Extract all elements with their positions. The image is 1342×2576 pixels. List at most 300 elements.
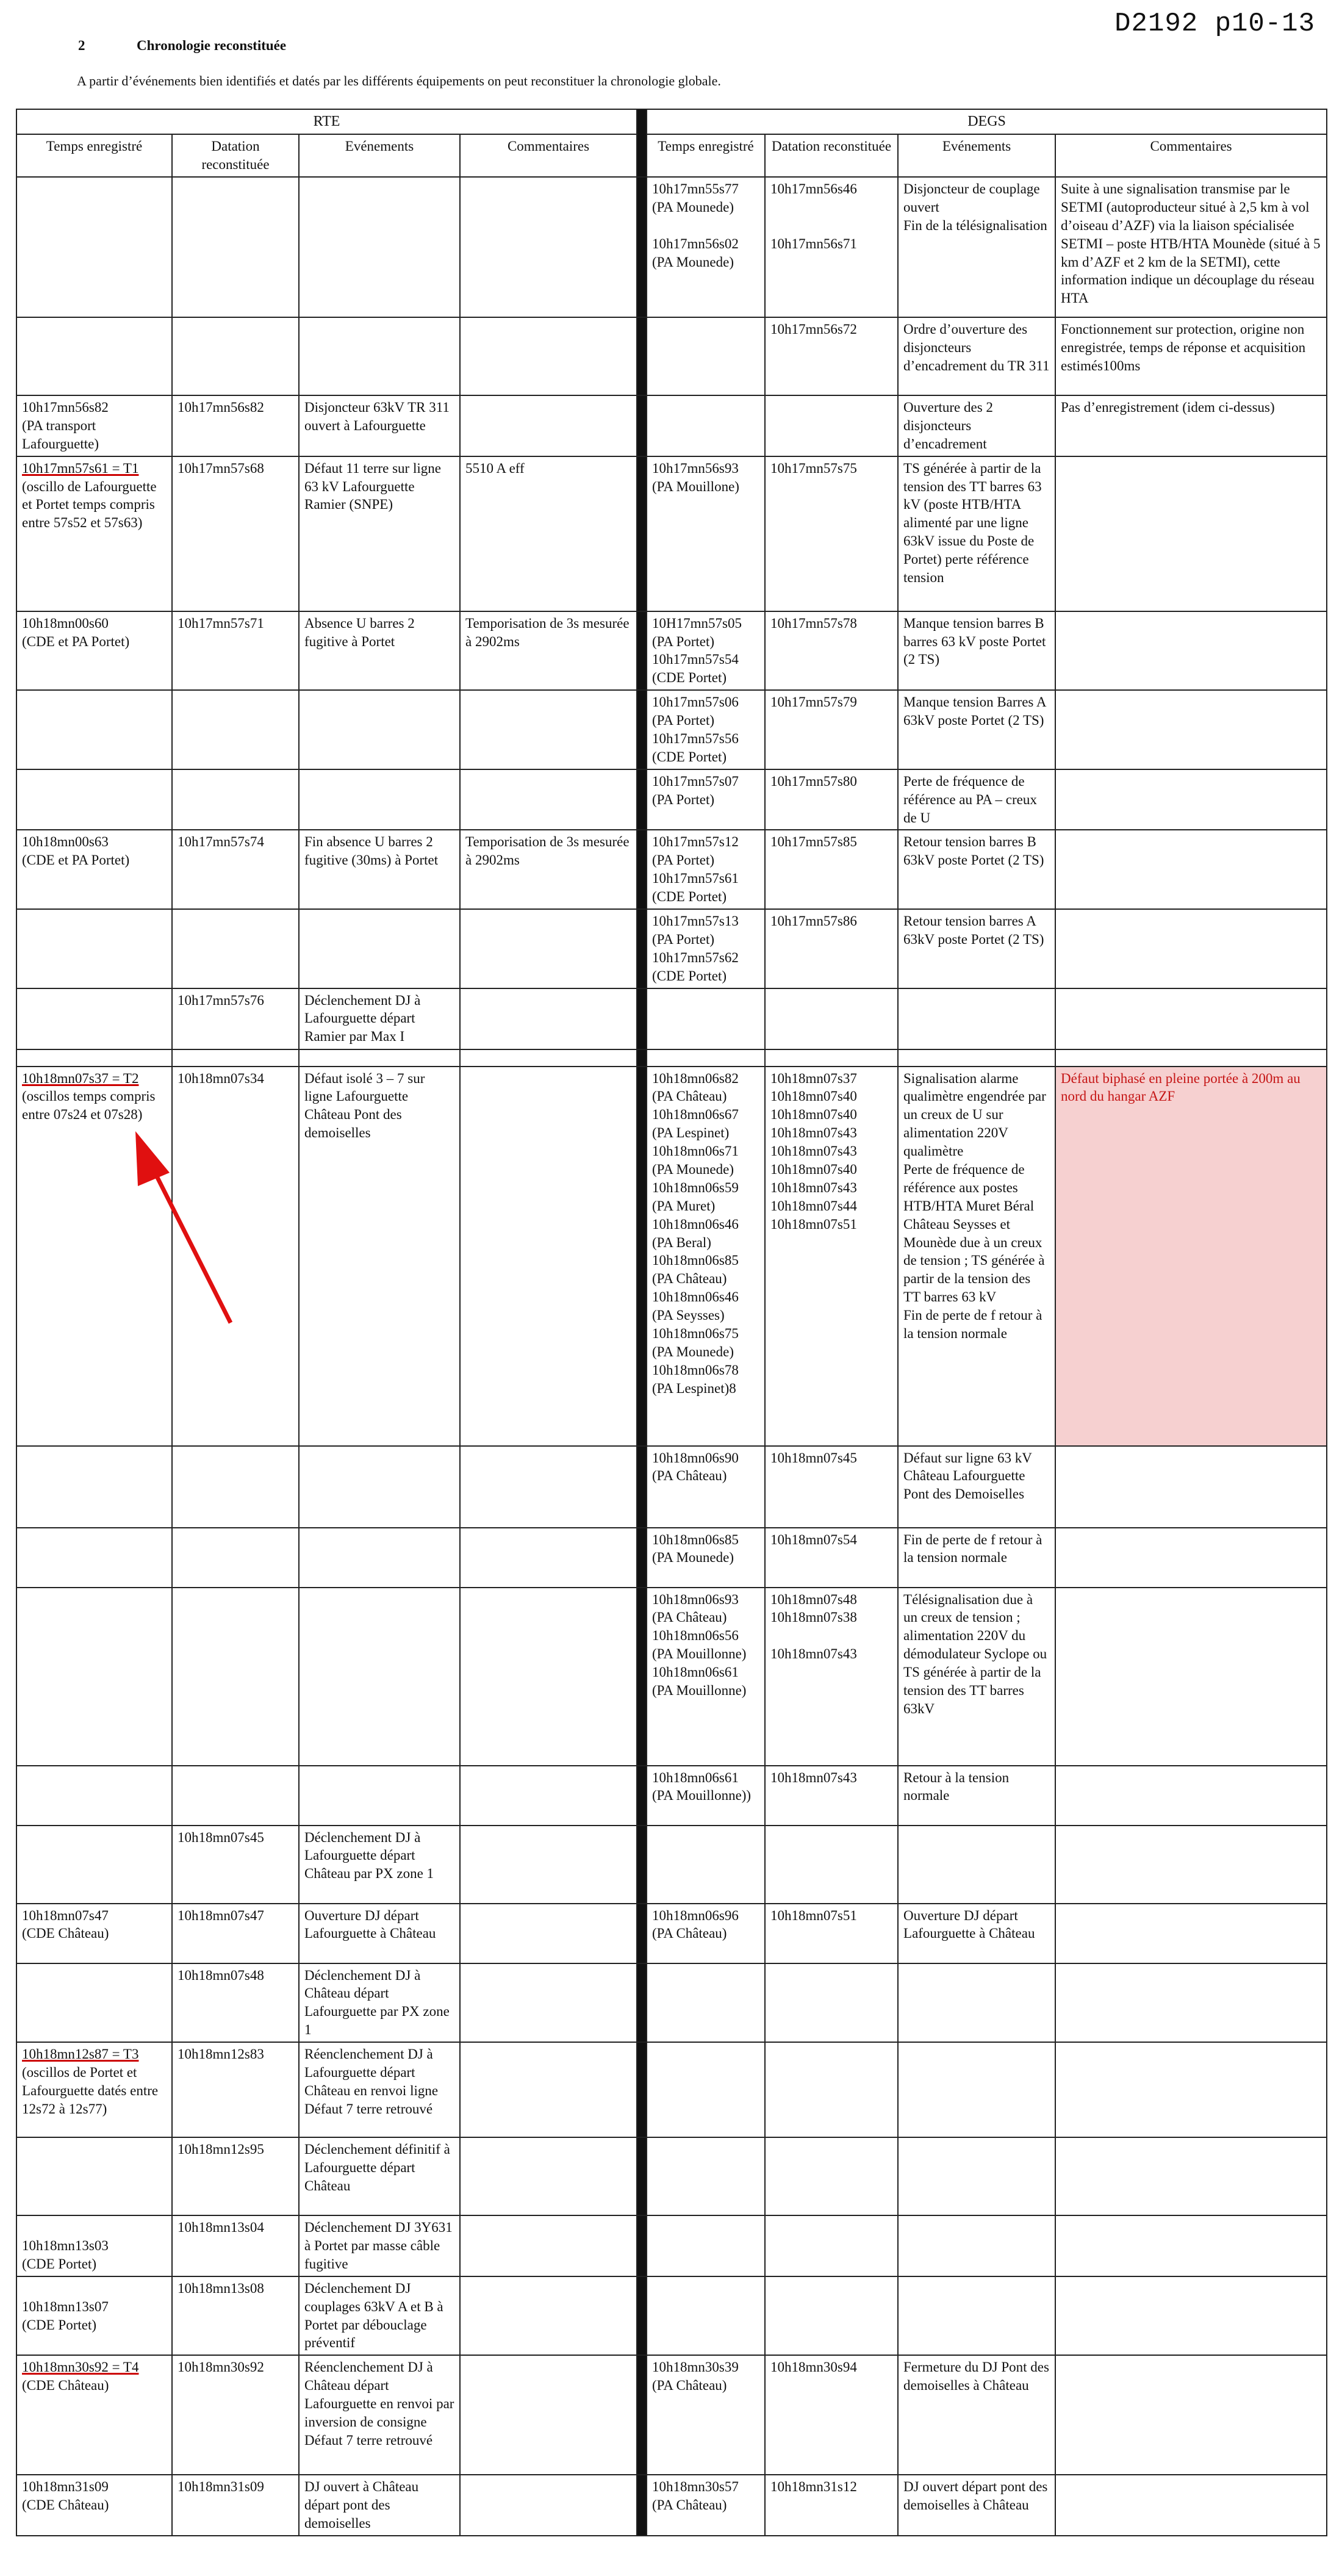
cell-text: 10h18mn07s54 <box>770 1531 857 1547</box>
rte-comment-cell <box>460 2215 637 2276</box>
rte-dating-cell <box>172 769 299 830</box>
cell-text: Déclenchement DJ couplages 63kV A et B à Portet par débouclage préventif <box>304 2280 443 2351</box>
table-row <box>16 1528 1327 1588</box>
cell-text: 10h18mn07s51 <box>770 1907 857 1923</box>
rte-event-cell <box>299 830 460 909</box>
rte-comment-cell <box>460 611 637 691</box>
header-degs-events: Evénements <box>898 134 1055 177</box>
degs-comment-cell <box>1055 2475 1327 2536</box>
cell-text: 10h18mn07s34 <box>178 1070 264 1086</box>
degs-dating-cell <box>765 456 898 611</box>
rte-comment-cell <box>460 456 637 611</box>
degs-dating-cell <box>765 1049 898 1067</box>
header-degs-dating: Datation reconstituée <box>765 134 898 177</box>
cell-text: 10h17mn57s13 (PA Portet) 10h17mn57s62 (CDE Portet) <box>652 913 739 984</box>
table-row <box>16 769 1327 830</box>
table-row <box>16 1766 1327 1826</box>
header-degs-time: Temps enregistré <box>647 134 765 177</box>
rte-event-cell <box>299 1963 460 2043</box>
table-row <box>16 456 1327 611</box>
table-row <box>16 830 1327 909</box>
cell-text: 10h17mn56s82 <box>178 399 264 415</box>
rte-time-cell <box>16 177 172 317</box>
degs-comment-cell <box>1055 1826 1327 1904</box>
rte-time-cell <box>16 456 172 611</box>
header-degs-comments: Commentaires <box>1055 134 1327 177</box>
degs-time-cell <box>647 2475 765 2536</box>
cell-text: (oscillo de Lafourguette et Portet temps compris entre 57s52 et 57s63) <box>22 478 157 531</box>
degs-dating-cell <box>765 317 898 395</box>
rte-comment-cell <box>460 2137 637 2215</box>
rte-time-cell <box>16 2215 172 2276</box>
column-separator <box>637 395 647 456</box>
cell-text: 10h18mn07s47 <box>178 1907 264 1923</box>
degs-comment-cell <box>1055 611 1327 691</box>
rte-event-cell <box>299 1528 460 1588</box>
degs-dating-cell <box>765 2042 898 2137</box>
table-row <box>16 611 1327 691</box>
rte-dating-cell <box>172 1528 299 1588</box>
degs-event-cell <box>898 830 1055 909</box>
rte-time-cell <box>16 909 172 988</box>
rte-comment-cell <box>460 1766 637 1826</box>
column-separator <box>637 1049 647 1067</box>
degs-dating-cell <box>765 769 898 830</box>
marked-time: 10h17mn57s61 = T1 <box>22 460 139 476</box>
cell-text: (oscillos temps compris entre 07s24 et 07s28) <box>22 1088 156 1123</box>
column-separator <box>637 769 647 830</box>
section-title: Chronologie reconstituée <box>137 38 287 53</box>
rte-comment-cell <box>460 2276 637 2356</box>
cell-text: Manque tension Barres A 63kV poste Portet (2 TS) <box>903 694 1046 729</box>
rte-dating-cell <box>172 1766 299 1826</box>
column-separator <box>637 1446 647 1528</box>
rte-event-cell <box>299 1766 460 1826</box>
rte-comment-cell <box>460 909 637 988</box>
cell-text: 10h18mn07s45 <box>178 1829 264 1845</box>
cell-text: 10h17mn55s77 (PA Mounede) 10h17mn56s02 (PA Mounede) <box>652 181 739 270</box>
cell-text: Déclenchement définitif à Lafourguette départ Château <box>304 2142 450 2193</box>
rte-time-cell <box>16 395 172 456</box>
rte-dating-cell <box>172 2276 299 2356</box>
cell-text: Suite à une signalisation transmise par le SETMI (autoproducteur situé à 2,5 km à vol d’oiseau d’AZF) via la liaison spécialisée SETMI – poste HTB/HTA Mounède (situé à 5 km d’AZF et 2 km de la SETMI), cette information indique un découplage du réseau HTA <box>1061 181 1321 306</box>
cell-text: Manque tension barres B barres 63 kV poste Portet (2 TS) <box>903 615 1046 667</box>
cell-text: 10h18mn07s48 10h18mn07s38 10h18mn07s43 <box>770 1591 857 1662</box>
rte-dating-cell <box>172 2215 299 2276</box>
cell-text: 10h18mn07s47 (CDE Château) <box>22 1907 109 1941</box>
rte-comment-cell <box>460 830 637 909</box>
column-separator <box>637 109 647 177</box>
degs-time-cell <box>647 1963 765 2043</box>
cell-text: 10h18mn13s08 <box>178 2280 264 2296</box>
column-separator <box>637 2137 647 2215</box>
rte-time-cell <box>16 2475 172 2536</box>
column-separator <box>637 177 647 317</box>
cell-text: Ouverture DJ départ Lafourguette à Château <box>903 1907 1035 1941</box>
rte-dating-cell <box>172 2475 299 2536</box>
column-separator <box>637 1963 647 2043</box>
degs-time-cell <box>647 177 765 317</box>
cell-text: Déclenchement DJ à Lafourguette départ Ramier par Max I <box>304 992 421 1045</box>
degs-time-cell <box>647 611 765 691</box>
rte-dating-cell <box>172 456 299 611</box>
degs-comment-cell <box>1055 1588 1327 1766</box>
rte-event-cell <box>299 2475 460 2536</box>
cell-text: Ordre d’ouverture des disjoncteurs d’encadrement du TR 311 <box>903 321 1050 373</box>
degs-dating-cell <box>765 1067 898 1446</box>
degs-comment-cell <box>1055 1528 1327 1588</box>
cell-text: Retour tension barres B 63kV poste Portet (2 TS) <box>903 834 1044 868</box>
degs-event-cell <box>898 690 1055 769</box>
rte-comment-cell <box>460 690 637 769</box>
rte-event-cell <box>299 909 460 988</box>
cell-text: 10h17mn57s85 <box>770 834 857 850</box>
degs-time-cell <box>647 317 765 395</box>
cell-text: Déclenchement DJ 3Y631 à Portet par masse câble fugitive <box>304 2220 453 2272</box>
column-separator <box>637 2355 647 2475</box>
degs-time-cell <box>647 690 765 769</box>
cell-text: Retour tension barres A 63kV poste Portet (2 TS) <box>903 913 1044 947</box>
rte-time-cell <box>16 769 172 830</box>
marked-time: 10h18mn30s92 = T4 <box>22 2359 139 2375</box>
rte-dating-cell <box>172 177 299 317</box>
rte-dating-cell <box>172 1826 299 1904</box>
rte-comment-cell <box>460 1826 637 1904</box>
cell-text: 10h18mn06s93 (PA Château) 10h18mn06s56 (PA Mouillonne) 10h18mn06s61 (PA Mouillonne) <box>652 1591 747 1699</box>
degs-dating-cell <box>765 690 898 769</box>
table-row <box>16 2475 1327 2536</box>
table-row <box>16 395 1327 456</box>
marked-time: 10h18mn07s37 = T2 <box>22 1070 139 1086</box>
cell-text: 10h17mn57s71 <box>178 615 264 631</box>
degs-event-cell <box>898 1963 1055 2043</box>
header-rte-time: Temps enregistré <box>16 134 172 177</box>
cell-text: 5510 A eff <box>465 460 525 476</box>
degs-event-cell <box>898 909 1055 988</box>
cell-text: Fermeture du DJ Pont des demoiselles à Château <box>903 2359 1049 2394</box>
column-separator <box>637 2276 647 2356</box>
table-row <box>16 1963 1327 2043</box>
rte-dating-cell <box>172 1963 299 2043</box>
degs-event-cell <box>898 2355 1055 2475</box>
cell-text: 10h17mn56s93 (PA Mouillone) <box>652 460 739 494</box>
rte-comment-cell <box>460 1963 637 2043</box>
cell-text: DJ ouvert à Château départ pont des demoiselles <box>304 2479 419 2531</box>
cell-text: 10h18mn12s95 <box>178 2142 264 2157</box>
cell-text: 10h18mn00s63 (CDE et PA Portet) <box>22 834 130 868</box>
column-separator <box>637 1067 647 1446</box>
cell-text: 10h18mn30s57 (PA Château) <box>652 2479 739 2513</box>
cell-text: 10h18mn07s48 <box>178 1967 264 1983</box>
cell-text: 10h18mn07s37 10h18mn07s40 10h18mn07s40 10h18mn07s43 10h18mn07s43 10h18mn07s40 10h18mn07s43 10h18mn07s44 10h18mn07s51 <box>770 1070 857 1232</box>
degs-comment-cell <box>1055 456 1327 611</box>
degs-time-cell <box>647 456 765 611</box>
degs-time-cell <box>647 1904 765 1963</box>
column-separator <box>637 988 647 1049</box>
rte-dating-cell <box>172 690 299 769</box>
degs-event-cell <box>898 1446 1055 1528</box>
rte-event-cell <box>299 177 460 317</box>
rte-time-cell <box>16 690 172 769</box>
cell-text: Défaut biphasé en pleine portée à 200m au nord du hangar AZF <box>1061 1070 1301 1104</box>
degs-time-cell <box>647 830 765 909</box>
header-rte-dating: Datation reconstituée <box>172 134 299 177</box>
degs-comment-cell <box>1055 830 1327 909</box>
cell-text: (oscillos de Portet et Lafourguette datés entre 12s72 à 12s77) <box>22 2065 159 2117</box>
degs-comment-cell <box>1055 1446 1327 1528</box>
cell-text: Disjoncteur 63kV TR 311 ouvert à Lafourguette <box>304 399 450 433</box>
degs-time-cell <box>647 1067 765 1446</box>
rte-event-cell <box>299 2215 460 2276</box>
degs-event-cell <box>898 2137 1055 2215</box>
table-row <box>16 2355 1327 2475</box>
table-row <box>16 690 1327 769</box>
rte-dating-cell <box>172 830 299 909</box>
table-row <box>16 2276 1327 2356</box>
column-separator <box>637 1528 647 1588</box>
cell-text: 10h17mn56s46 10h17mn56s71 <box>770 181 857 251</box>
rte-time-cell <box>16 1067 172 1446</box>
degs-time-cell <box>647 1446 765 1528</box>
cell-text: 10h18mn31s12 <box>770 2479 857 2495</box>
degs-event-cell <box>898 2215 1055 2276</box>
degs-dating-cell <box>765 2355 898 2475</box>
group-header-row <box>16 109 1327 134</box>
cell-text: 10h18mn13s03 (CDE Portet) <box>22 2238 109 2272</box>
degs-comment-cell <box>1055 2355 1327 2475</box>
degs-dating-cell <box>765 1904 898 1963</box>
cell-text: 10h17mn57s79 <box>770 694 857 710</box>
degs-event-cell <box>898 769 1055 830</box>
cell-text: 10h18mn12s83 <box>178 2046 264 2062</box>
table-row <box>16 1904 1327 1963</box>
degs-comment-cell <box>1055 317 1327 395</box>
degs-event-cell <box>898 988 1055 1049</box>
cell-text: TS générée à partir de la tension des TT barres 63 kV (poste HTB/HTA alimenté par une ligne 63kV issue du Poste de Portet) perte référence tension <box>903 460 1042 585</box>
degs-time-cell <box>647 2042 765 2137</box>
rte-comment-cell <box>460 1904 637 1963</box>
cell-text: 10h18mn13s07 (CDE Portet) <box>22 2298 109 2333</box>
degs-comment-cell <box>1055 1963 1327 2043</box>
degs-event-cell <box>898 317 1055 395</box>
cell-text: Ouverture des 2 disjoncteurs d’encadrement <box>903 399 993 452</box>
degs-time-cell <box>647 1588 765 1766</box>
cell-text: 10h17mn57s74 <box>178 834 264 850</box>
degs-comment-cell <box>1055 395 1327 456</box>
column-separator <box>637 1588 647 1766</box>
cell-text: 10h18mn30s39 (PA Château) <box>652 2359 739 2394</box>
rte-event-cell <box>299 2042 460 2137</box>
degs-dating-cell <box>765 2137 898 2215</box>
rte-event-cell <box>299 1067 460 1446</box>
cell-text: Pas d’enregistrement (idem ci-dessus) <box>1061 399 1275 415</box>
cell-text: 10H17mn57s05 (PA Portet) 10h17mn57s54 (CDE Portet) <box>652 615 742 686</box>
rte-time-cell <box>16 830 172 909</box>
rte-comment-cell <box>460 2475 637 2536</box>
cell-text: 10h18mn06s96 (PA Château) <box>652 1907 739 1941</box>
rte-dating-cell <box>172 1446 299 1528</box>
degs-event-cell <box>898 177 1055 317</box>
degs-event-cell <box>898 611 1055 691</box>
cell-text: 10h18mn00s60 (CDE et PA Portet) <box>22 615 130 649</box>
rte-comment-cell <box>460 1049 637 1067</box>
table-row <box>16 1067 1327 1446</box>
rte-dating-cell <box>172 1067 299 1446</box>
rte-time-cell <box>16 1963 172 2043</box>
degs-event-cell <box>898 2042 1055 2137</box>
degs-dating-cell <box>765 177 898 317</box>
column-separator <box>637 317 647 395</box>
cell-text: 10h17mn57s06 (PA Portet) 10h17mn57s56 (CDE Portet) <box>652 694 739 765</box>
rte-time-cell <box>16 1766 172 1826</box>
degs-event-cell <box>898 2276 1055 2356</box>
cell-text: Réenclenchement DJ à Château départ Lafourguette en renvoi par inversion de consigne Défaut 7 terre retrouvé <box>304 2359 454 2448</box>
rte-event-cell <box>299 456 460 611</box>
degs-time-cell <box>647 1049 765 1067</box>
section-number: 2 <box>78 38 85 53</box>
rte-comment-cell <box>460 769 637 830</box>
degs-event-cell <box>898 1826 1055 1904</box>
table-row <box>16 2137 1327 2215</box>
cell-text: Temporisation de 3s mesurée à 2902ms <box>465 615 630 649</box>
column-separator <box>637 2475 647 2536</box>
rte-time-cell <box>16 317 172 395</box>
cell-text: Retour à la tension normale <box>903 1769 1010 1804</box>
rte-event-cell <box>299 1826 460 1904</box>
cell-text: Défaut sur ligne 63 kV Château Lafourguette Pont des Demoiselles <box>903 1450 1032 1502</box>
rte-time-cell <box>16 2276 172 2356</box>
group-degs: DEGS <box>647 109 1327 134</box>
intro-text: A partir d’événements bien identifiés et datés par les différents équipements on peut reconstituer la chronologie globale. <box>77 73 721 88</box>
cell-text: 10h18mn07s43 <box>770 1769 857 1785</box>
header-rte-events: Evénements <box>299 134 460 177</box>
rte-time-cell <box>16 1826 172 1904</box>
cell-text: Défaut isolé 3 – 7 sur ligne Lafourguette Château Pont des demoiselles <box>304 1070 425 1141</box>
cell-text: 10h17mn57s75 <box>770 460 857 476</box>
degs-comment-cell <box>1055 177 1327 317</box>
degs-event-cell <box>898 1049 1055 1067</box>
cell-text: 10h18mn13s04 <box>178 2220 264 2236</box>
rte-event-cell <box>299 1588 460 1766</box>
table-row <box>16 1588 1327 1766</box>
cell-text: 10h18mn06s82 (PA Château) 10h18mn06s67 (PA Lespinet) 10h18mn06s71 (PA Mounede) 10h18mn06s59 (PA Muret) 10h18mn06s46 (PA Beral) 10h18mn06s85 (PA Château) 10h18mn06s46 (PA Seysses) 10h18mn06s75 (PA Mounede) 10h18mn06s78 (PA Lespinet)8 <box>652 1070 739 1396</box>
cell-text: 10h18mn30s94 <box>770 2359 857 2375</box>
degs-event-cell <box>898 1588 1055 1766</box>
rte-time-cell <box>16 611 172 691</box>
degs-dating-cell <box>765 2276 898 2356</box>
rte-comment-cell <box>460 395 637 456</box>
cell-text: 10h18mn31s09 (CDE Château) <box>22 2479 109 2513</box>
column-separator <box>637 909 647 988</box>
degs-event-cell <box>898 456 1055 611</box>
column-separator <box>637 2215 647 2276</box>
degs-comment-cell <box>1055 1067 1327 1446</box>
section-heading <box>78 38 286 54</box>
degs-event-cell <box>898 395 1055 456</box>
rte-comment-cell <box>460 1528 637 1588</box>
rte-dating-cell <box>172 1588 299 1766</box>
table-row <box>16 1049 1327 1067</box>
cell-text: 10h17mn57s78 <box>770 615 857 631</box>
degs-time-cell <box>647 395 765 456</box>
column-separator <box>637 2042 647 2137</box>
degs-dating-cell <box>765 2215 898 2276</box>
cell-text: 10h17mn56s72 <box>770 321 857 337</box>
cell-text: 10h17mn56s82 (PA transport Lafourguette) <box>22 399 109 452</box>
cell-text: 10h18mn31s09 <box>178 2479 264 2495</box>
column-separator <box>637 1904 647 1963</box>
degs-comment-cell <box>1055 1766 1327 1826</box>
degs-dating-cell <box>765 1963 898 2043</box>
cell-text: DJ ouvert départ pont des demoiselles à Château <box>903 2479 1048 2513</box>
cell-text: 10h18mn06s61 (PA Mouillonne)) <box>652 1769 752 1804</box>
degs-dating-cell <box>765 1528 898 1588</box>
column-separator <box>637 456 647 611</box>
rte-dating-cell <box>172 1049 299 1067</box>
rte-dating-cell <box>172 2042 299 2137</box>
degs-dating-cell <box>765 988 898 1049</box>
degs-time-cell <box>647 988 765 1049</box>
cell-text: Télésignalisation due à un creux de tension ; alimentation 220V du démodulateur Syclope ou TS générée à partir de la tension des TT barres 63kV <box>903 1591 1047 1716</box>
cell-text: Signalisation alarme qualimètre engendrée par un creux de U sur alimentation 220V qualimètre Perte de fréquence de référence aux postes HTB/HTA Muret Béral Château Seysses et Mounède due à un creux de tension ; TS générée à partir de la tension des TT barres 63 kV Fin de perte de f retour à la tension normale <box>903 1070 1046 1342</box>
degs-event-cell <box>898 1067 1055 1446</box>
rte-comment-cell <box>460 1067 637 1446</box>
cell-text: Fonctionnement sur protection, origine non enregistrée, temps de réponse et acquisition estimés100ms <box>1061 321 1306 373</box>
degs-time-cell <box>647 1766 765 1826</box>
degs-comment-cell <box>1055 2137 1327 2215</box>
rte-event-cell <box>299 2355 460 2475</box>
degs-comment-cell <box>1055 2042 1327 2137</box>
rte-dating-cell <box>172 611 299 691</box>
rte-dating-cell <box>172 909 299 988</box>
degs-comment-cell <box>1055 769 1327 830</box>
table-row <box>16 1446 1327 1528</box>
cell-text: Déclenchement DJ à Lafourguette départ Château par PX zone 1 <box>304 1829 434 1882</box>
table-row <box>16 988 1327 1049</box>
degs-time-cell <box>647 2355 765 2475</box>
header-rte-comments: Commentaires <box>460 134 637 177</box>
cell-text: Réenclenchement DJ à Lafourguette départ Château en renvoi ligne Défaut 7 terre retrouvé <box>304 2046 439 2117</box>
rte-time-cell <box>16 2042 172 2137</box>
cell-text: Fin de perte de f retour à la tension normale <box>903 1531 1042 1566</box>
document-id: D2192 p10-13 <box>1114 9 1315 39</box>
rte-event-cell <box>299 611 460 691</box>
rte-event-cell <box>299 1446 460 1528</box>
cell-text: 10h17mn57s68 <box>178 460 264 476</box>
cell-text: 10h17mn57s76 <box>178 992 264 1008</box>
cell-text: Déclenchement DJ à Château départ Lafourguette par PX zone 1 <box>304 1967 450 2038</box>
cell-text: Fin absence U barres 2 fugitive (30ms) à Portet <box>304 834 439 868</box>
chronology-table <box>16 109 1327 2536</box>
degs-event-cell <box>898 1528 1055 1588</box>
degs-dating-cell <box>765 830 898 909</box>
rte-dating-cell <box>172 395 299 456</box>
rte-comment-cell <box>460 2355 637 2475</box>
rte-time-cell <box>16 2355 172 2475</box>
cell-text: 10h18mn30s92 <box>178 2359 264 2375</box>
degs-time-cell <box>647 769 765 830</box>
column-separator <box>637 1826 647 1904</box>
cell-text: Perte de fréquence de référence au PA – creux de U <box>903 773 1037 826</box>
degs-comment-cell <box>1055 690 1327 769</box>
rte-event-cell <box>299 1049 460 1067</box>
table-row <box>16 2215 1327 2276</box>
degs-event-cell <box>898 2475 1055 2536</box>
rte-event-cell <box>299 317 460 395</box>
table-row <box>16 1826 1327 1904</box>
degs-dating-cell <box>765 909 898 988</box>
rte-time-cell <box>16 1528 172 1588</box>
